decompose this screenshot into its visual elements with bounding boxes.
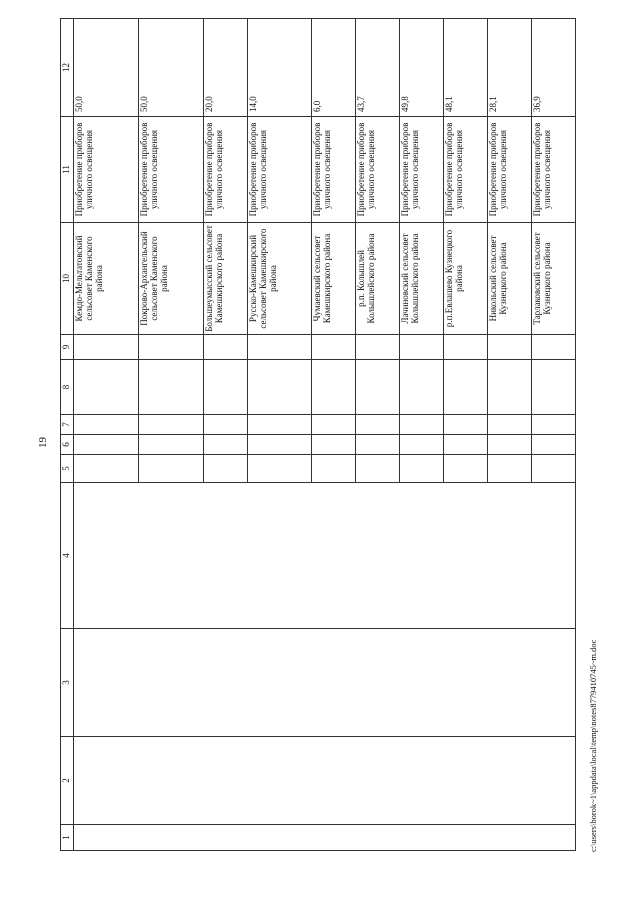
empty-cell: [138, 455, 203, 483]
empty-cell: [138, 435, 203, 455]
empty-cell: [532, 360, 576, 415]
amount-cell: 50,0: [74, 19, 139, 117]
empty-cell: [444, 415, 488, 435]
empty-cell: [312, 360, 356, 415]
location-cell: р.п.Евлашево Кузнецкого района: [444, 223, 488, 335]
empty-cell: [74, 335, 139, 360]
amount-cell: 6,0: [312, 19, 356, 117]
purpose-cell: Приобретение приборов уличного освещения: [400, 117, 444, 223]
location-cell: Большеумысский сельсовет Камешкирского района: [203, 223, 247, 335]
amount-cell: 36,9: [532, 19, 576, 117]
empty-cell: [247, 335, 312, 360]
empty-cell: [74, 360, 139, 415]
page-number: 19: [37, 437, 49, 448]
location-cell: Кемдо-Мельтатовский сельсовет Каменского района: [74, 223, 139, 335]
purpose-cell: Приобретение приборов уличного освещения: [356, 117, 400, 223]
empty-cell: [312, 455, 356, 483]
location-cell: Русско-Камешкирский сельсовет Камешкирского района: [247, 223, 312, 335]
purpose-cell: Приобретение приборов уличного освещения: [312, 117, 356, 223]
funding-table: [60, 18, 576, 851]
empty-cell: [356, 360, 400, 415]
empty-cell: [312, 435, 356, 455]
column-header: 1: [61, 825, 74, 851]
empty-cell: [356, 455, 400, 483]
empty-cell: [488, 360, 532, 415]
table-row: [74, 19, 139, 851]
purpose-cell: Приобретение приборов уличного освещения: [444, 117, 488, 223]
purpose-cell: Приобретение приборов уличного освещения: [488, 117, 532, 223]
amount-cell: 20,0: [203, 19, 247, 117]
empty-cell: [74, 455, 139, 483]
amount-cell: 50,0: [138, 19, 203, 117]
empty-cell: [247, 435, 312, 455]
empty-cell: [356, 415, 400, 435]
amount-cell: 48,1: [444, 19, 488, 117]
empty-cell: [203, 455, 247, 483]
empty-cell: [74, 629, 576, 737]
empty-cell: [400, 360, 444, 415]
empty-cell: [444, 360, 488, 415]
empty-cell: [488, 415, 532, 435]
column-number-row: [61, 19, 74, 851]
empty-cell: [138, 415, 203, 435]
column-header: 8: [61, 360, 74, 415]
column-header: 7: [61, 415, 74, 435]
empty-cell: [312, 415, 356, 435]
empty-cell: [74, 737, 576, 825]
column-header: 12: [61, 19, 74, 117]
empty-cell: [138, 360, 203, 415]
purpose-cell: Приобретение приборов уличного освещения: [532, 117, 576, 223]
file-path-footer: c:\users\borok~1\appdata\local\temp\notes8779410745~m.doc: [588, 639, 598, 852]
empty-cell: [400, 435, 444, 455]
column-header: 4: [61, 483, 74, 629]
empty-cell: [532, 335, 576, 360]
column-header: 3: [61, 629, 74, 737]
location-cell: Тарлаковский сельсовет Кузнецкого района: [532, 223, 576, 335]
empty-cell: [400, 335, 444, 360]
rotated-document: [60, 19, 576, 851]
column-header: 5: [61, 455, 74, 483]
empty-cell: [247, 415, 312, 435]
empty-cell: [444, 455, 488, 483]
empty-cell: [356, 435, 400, 455]
empty-cell: [356, 335, 400, 360]
empty-cell: [138, 335, 203, 360]
column-header: 2: [61, 737, 74, 825]
location-cell: Никольский сельсовет Кузнецкого района: [488, 223, 532, 335]
empty-cell: [203, 335, 247, 360]
location-cell: Чумаевский сельсовет Камешкирского района: [312, 223, 356, 335]
empty-cell: [203, 415, 247, 435]
empty-cell: [247, 360, 312, 415]
empty-cell: [400, 455, 444, 483]
empty-cell: [444, 335, 488, 360]
column-header: 6: [61, 435, 74, 455]
empty-cell: [74, 825, 576, 851]
purpose-cell: Приобретение приборов уличного освещения: [74, 117, 139, 223]
amount-cell: 28,1: [488, 19, 532, 117]
column-header: 11: [61, 117, 74, 223]
empty-cell: [532, 415, 576, 435]
location-cell: р.п. Колышлей Колышлейского района: [356, 223, 400, 335]
empty-cell: [488, 455, 532, 483]
empty-cell: [74, 415, 139, 435]
empty-cell: [488, 335, 532, 360]
location-cell: Покрово-Архангельский сельсовет Каменского района: [138, 223, 203, 335]
purpose-cell: Приобретение приборов уличного освещения: [138, 117, 203, 223]
empty-cell: [74, 435, 139, 455]
purpose-cell: Приобретение приборов уличного освещения: [203, 117, 247, 223]
column-header: 9: [61, 335, 74, 360]
amount-cell: 49,8: [400, 19, 444, 117]
empty-cell: [532, 455, 576, 483]
location-cell: Лачиновский сельсовет Колышлейского района: [400, 223, 444, 335]
empty-cell: [247, 455, 312, 483]
amount-cell: 43,7: [356, 19, 400, 117]
column-header: 10: [61, 223, 74, 335]
empty-cell: [400, 415, 444, 435]
amount-cell: 14,0: [247, 19, 312, 117]
empty-cell: [488, 435, 532, 455]
empty-cell: [203, 360, 247, 415]
empty-cell: [532, 435, 576, 455]
empty-cell: [444, 435, 488, 455]
empty-cell: [203, 435, 247, 455]
empty-cell: [74, 483, 576, 629]
purpose-cell: Приобретение приборов уличного освещения: [247, 117, 312, 223]
empty-cell: [312, 335, 356, 360]
